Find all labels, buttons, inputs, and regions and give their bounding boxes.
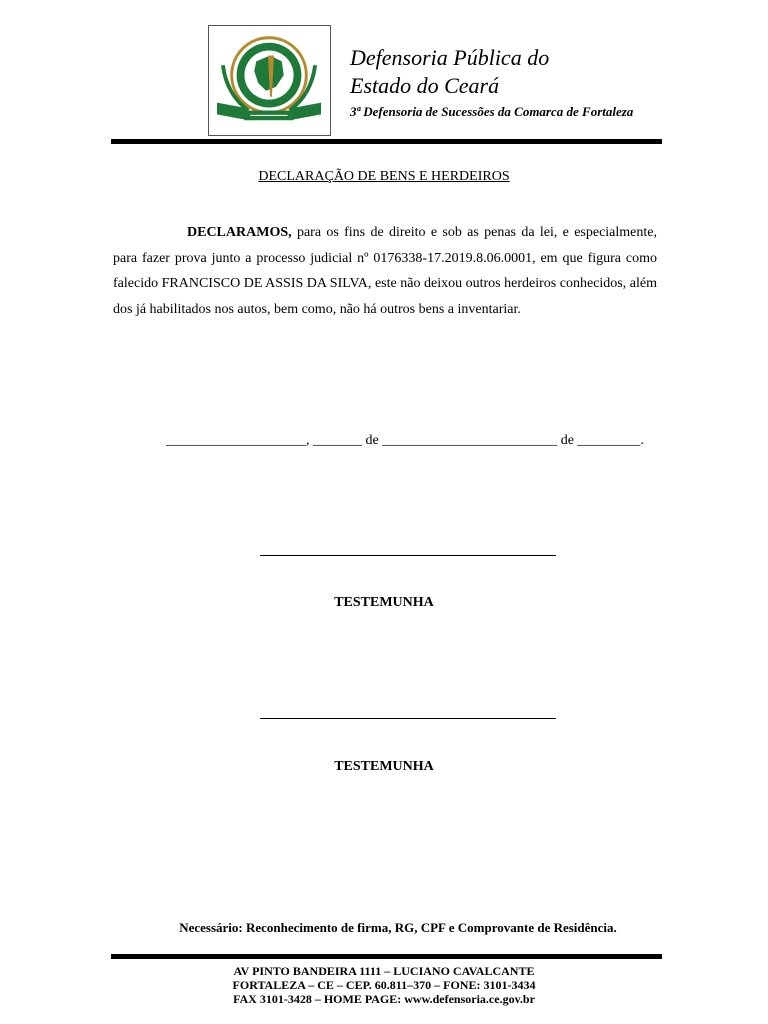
logo [208, 25, 331, 136]
org-subtitle: 3ª Defensoria de Sucessões da Comarca de Fortaleza [350, 104, 634, 119]
footer-line-3: FAX 3101-3428 – HOME PAGE: www.defensoria.ce.gov.br [233, 992, 535, 1006]
declaration-text: para os fins de direito e sob as penas da lei, e especialmente, para fazer prova junto a processo judicial nº 0176338-17.2019.8.06.0001, em que figura como falecido FRANCISCO DE ASSIS DA SILVA, este não deixou outros herdeiros conhecidos, além dos já habilitados nos autos, bem como, não há outros bens a inventariar. [113, 225, 657, 317]
org-line-1: Defensoria Pública do [350, 45, 550, 70]
footer-line-2: FORTALEZA – CE – CEP. 60.811–370 – FONE: 3101-3434 [232, 978, 536, 992]
date-line: ____________________, _______ de _________________________ de _________. [166, 433, 644, 448]
footer-line-1: AV PINTO BANDEIRA 1111 – LUCIANO CAVALCANTE [233, 964, 535, 978]
footer-rule [111, 954, 662, 959]
signature-line-2 [260, 718, 556, 719]
document-title [0, 169, 768, 185]
header-rule [111, 139, 662, 144]
witness-label-1: TESTEMUNHA [334, 595, 434, 610]
footer-address [0, 964, 768, 1006]
defensoria-seal-icon [209, 26, 330, 135]
signature-line-1 [260, 555, 556, 556]
declaration-lead: DECLARAMOS, [187, 225, 292, 240]
requirements-note: Necessário: Reconhecimento de firma, RG, CPF e Comprovante de Residência. [179, 920, 617, 935]
organization-name [350, 44, 549, 100]
document-title-text: DECLARAÇÃO DE BENS E HERDEIROS [258, 169, 510, 184]
org-line-2: Estado do Ceará [350, 73, 500, 98]
declaration-paragraph [113, 220, 657, 322]
witness-label-2: TESTEMUNHA [334, 759, 434, 774]
